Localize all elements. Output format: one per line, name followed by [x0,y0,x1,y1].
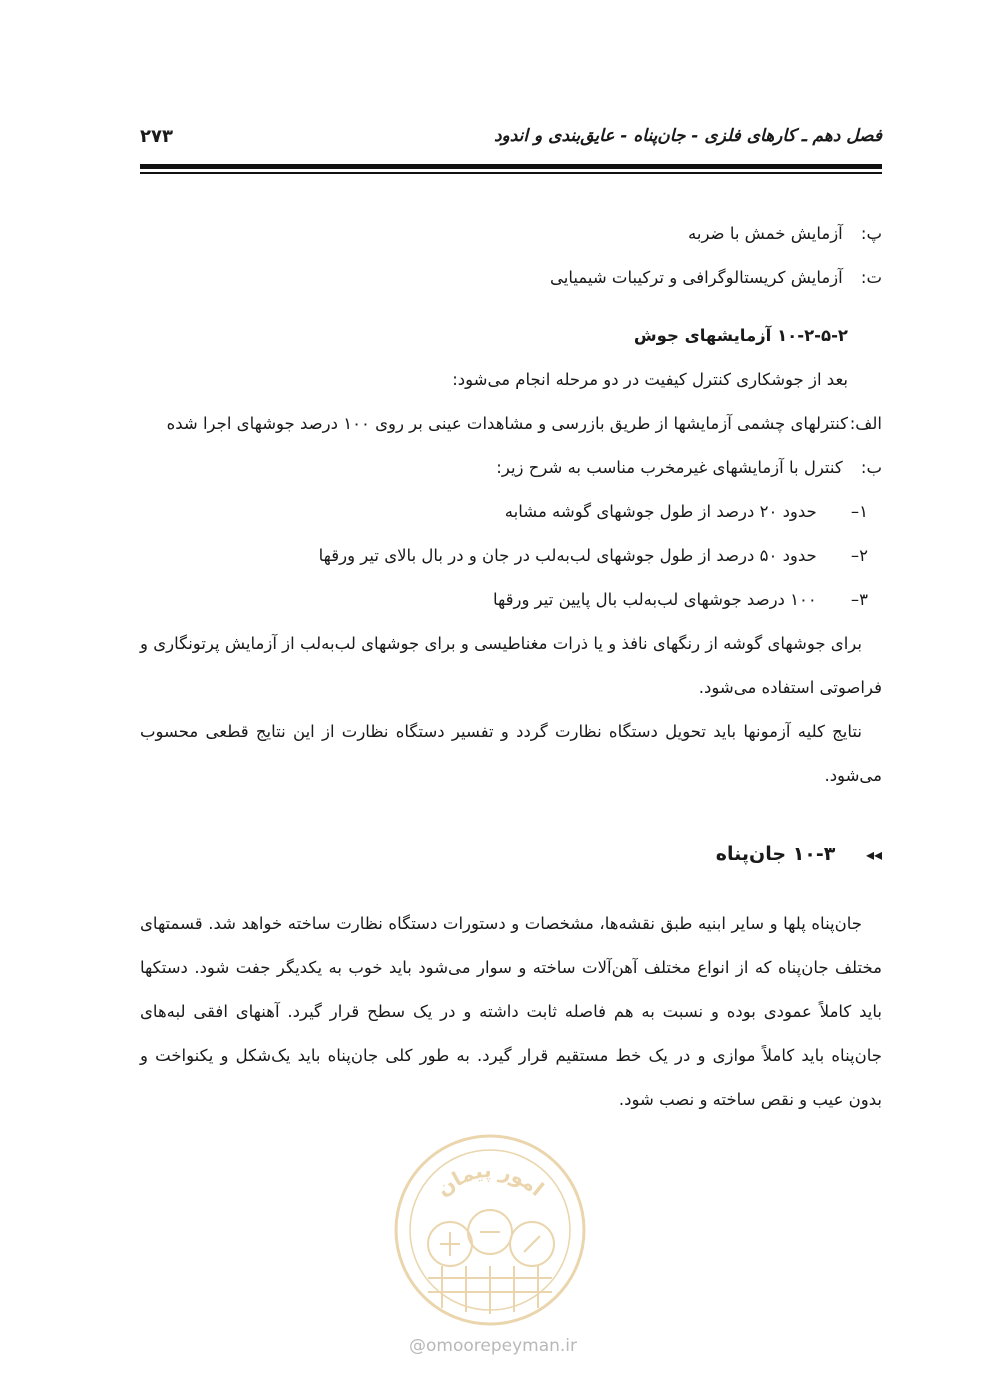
list-item-be [140,446,882,490]
subsection-heading: ۱۰-۲-۵-۲ آزمایشهای جوش [633,326,848,345]
number-label: ۳– [850,590,868,609]
item-text: آزمایش کریستالوگرافی و ترکیبات شیمیایی [549,268,843,287]
page-content [140,212,882,1122]
item-label: پ: [860,224,882,243]
header-rule-thick [140,164,882,169]
item-text: حدود ۲۰ درصد از طول جوشهای گوشه مشابه [504,502,817,521]
item-text: کنترل با آزمایشهای غیرمخرب مناسب به شرح زیر: [496,458,843,477]
page-number: ۲۷۳ [140,126,173,147]
number-label: ۲– [850,546,868,565]
chapter-title: فصل دهم ـ کارهای فلزی - جان‌پناه - عایق‌بندی و اندود [493,126,882,146]
section-title: ۱۰-۳ جان‌پناه [715,843,836,865]
paragraph: نتایج کلیه آزمونها باید تحویل دستگاه نظارت گردد و تفسیر دستگاه نظارت از این نتایج قطعی محسوب می‌شود. [140,722,882,785]
section-heading [140,828,882,880]
item-text: ۱۰۰ درصد جوشهای لب‌به‌لب بال پایین تیر ورقها [492,590,817,609]
watermark-logo-text: امور پیمان [431,1157,549,1201]
item-text: حدود ۵۰ درصد از طول جوشهای لب‌به‌لب در جان و در بال بالای تیر ورقها [318,546,817,565]
item-text: کنترلهای چشمی آزمایشها از طریق بازرسی و مشاهدات عینی بر روی ۱۰۰ درصد جوشهای اجرا شده [166,414,848,433]
watermark-logo-icon [392,1132,588,1328]
list-item [140,212,882,256]
spacer [140,880,882,902]
double-arrow-icon: ◂◂ [865,845,882,864]
page-header [140,126,882,156]
numbered-item [140,578,882,622]
svg-text:امور پیمان [432,1158,549,1201]
spacer [140,300,882,314]
paragraph: جان‌پناه پلها و سایر ابنیه طبق نقشه‌ها، مشخصات و دستورات دستگاه نظارت ساخته خواهد شد. قسمتهای مختلف جان‌پناه که از انواع مختلف آهن‌آلات ساخته و سوار می‌شود باید خوب به یکدیگر جفت شود. دستکها باید کاملاً عمودی بوده و نسبت به هم فاصله ثابت داشته و در یک سطح قرار گیرد. آهنهای افقی لبه‌های جان‌پناه باید کاملاً موازی و در یک خط مستقیم قرار گیرد. به طور کلی جان‌پناه باید یک‌شکل و یکنواخت و بدون عیب و نقص ساخته و نصب شود. [140,914,882,1109]
intro-text [140,358,882,402]
intro-sentence: بعد از جوشکاری کنترل کیفیت در دو مرحله انجام می‌شود: [452,370,848,389]
spacer [140,798,882,828]
list-item [140,256,882,300]
numbered-item [140,490,882,534]
number-label: ۱– [850,502,868,521]
list-item-alef [140,402,882,446]
header-rule-thin [140,172,882,174]
numbered-item [140,534,882,578]
watermark-url: @omoorepeyman.ir [408,1336,578,1356]
paragraph: برای جوشهای گوشه از رنگهای نافذ و یا ذرات مغناطیسی و برای جوشهای لب‌به‌لب از آزمایش پرتونگاری و فراصوتی استفاده می‌شود. [139,634,882,697]
item-text: آزمایش خمش با ضربه [688,224,843,243]
item-label: ب: [860,458,882,477]
item-label: الف: [849,414,882,433]
item-label: ت: [860,268,882,287]
